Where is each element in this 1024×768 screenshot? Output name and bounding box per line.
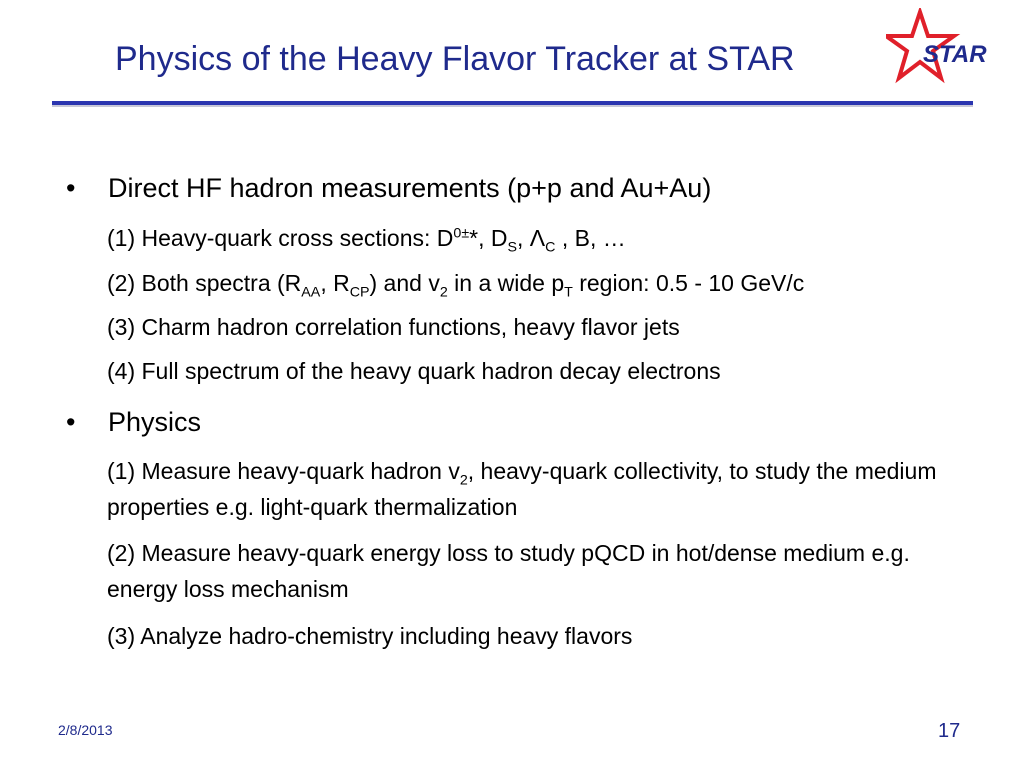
list-item: (2) Both spectra ($R_{AA}$, $R_{CP}$) and $v_2$ in a wide $p_T$ region: 0.5 - 10 GeV/c bbox=[107, 270, 805, 301]
list-item: (1) Measure heavy-quark hadron $v_2$, heavy-quark collectivity, to study the medium properties e.g. light-quark thermalization bbox=[107, 458, 937, 520]
bullet-heading: Direct HF hadron measurements (p+p and Au+Au) bbox=[108, 173, 712, 203]
star-logo bbox=[886, 8, 1006, 92]
title-underline-shadow bbox=[52, 105, 973, 107]
list-item: (2) Measure heavy-quark energy loss to study pQCD in hot/dense medium e.g. energy loss mechanism bbox=[107, 540, 910, 602]
slide-title: Physics of the Heavy Flavor Tracker at STAR bbox=[115, 40, 795, 78]
bullet-marker: • bbox=[66, 173, 76, 203]
list-item: (1) Heavy-quark cross sections: $D^{0\pm}*$, $D_S$, $\Lambda_C$ , B, … bbox=[107, 225, 626, 256]
list-item: (4) Full spectrum of the heavy quark hadron decay electrons bbox=[107, 358, 721, 384]
bullet-heading: Physics bbox=[108, 407, 202, 437]
star-logo-text: STAR bbox=[923, 41, 987, 68]
list-item: (3) Analyze hadro-chemistry including heavy flavors bbox=[107, 623, 633, 649]
list-item: (3) Charm hadron correlation functions, heavy flavor jets bbox=[107, 314, 680, 340]
page-number: 17 bbox=[938, 720, 961, 742]
bullet-marker: • bbox=[66, 407, 76, 437]
footer-date: 2/8/2013 bbox=[58, 722, 113, 738]
